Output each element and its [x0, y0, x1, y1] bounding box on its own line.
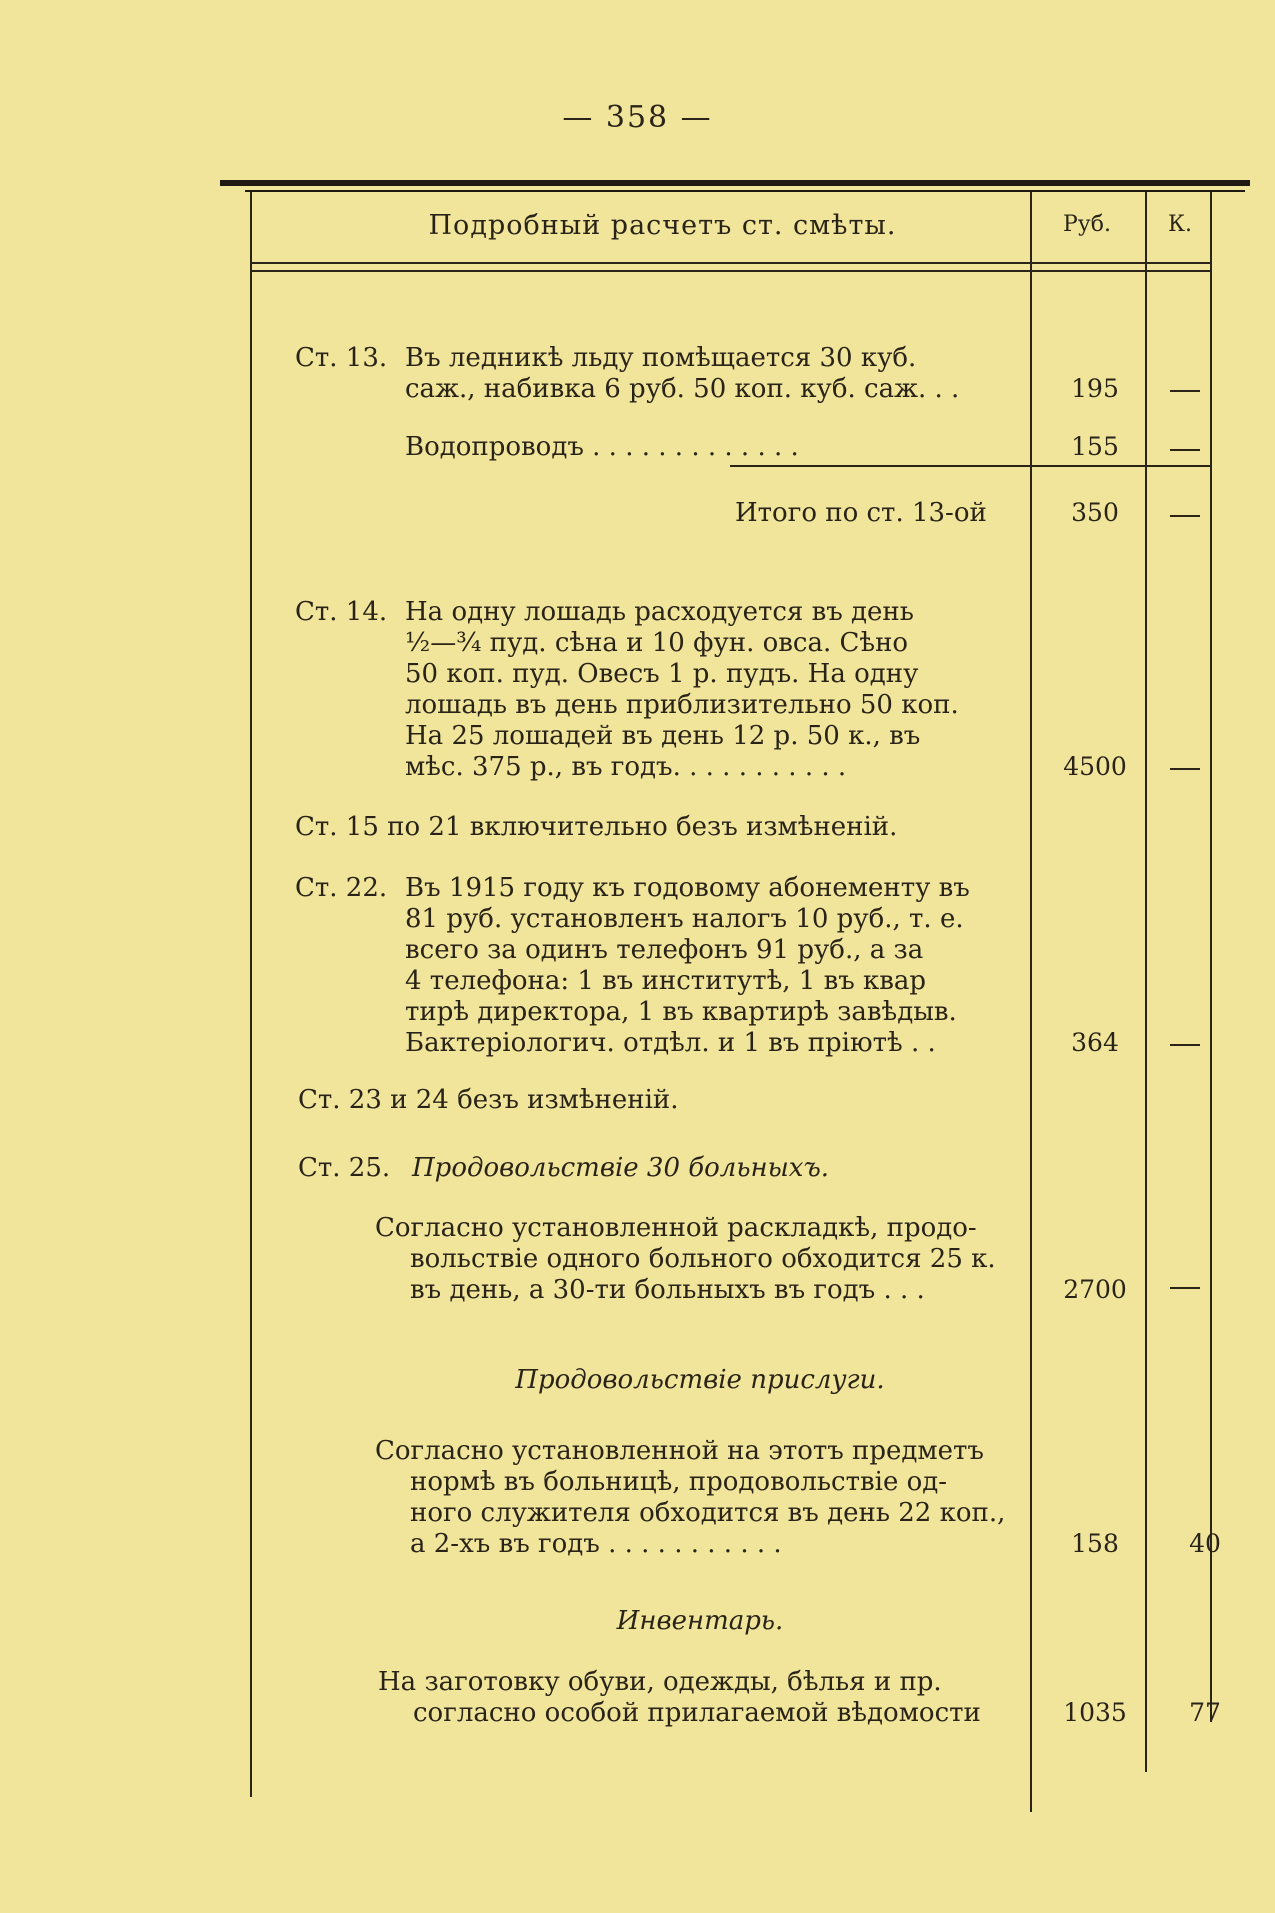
- st14-line6: мѣс. 375 р., въ годъ. . . . . . . . . . .: [405, 752, 847, 782]
- st25-title: Продовольствіе 30 больныхъ.: [412, 1153, 830, 1183]
- st22-amount: 364: [1071, 1028, 1119, 1057]
- st25-line3: въ день, а 30-ти больныхъ въ годъ . . .: [410, 1275, 925, 1305]
- st22-line4: 4 телефона: 1 въ институтѣ, 1 въ квар: [405, 966, 927, 996]
- vodoprovod-amount: 155: [1071, 432, 1119, 461]
- st14-line1: На одну лошадь расходуется въ день: [405, 597, 914, 627]
- inventar-amount: 1035: [1063, 1698, 1127, 1727]
- st22-line6: Бактеріологич. отдѣл. и 1 въ пріютѣ . .: [405, 1028, 936, 1058]
- st22-kop-dash: [1170, 1044, 1200, 1046]
- st14-amount: 4500: [1063, 752, 1127, 781]
- subtotal-rule: [730, 465, 1210, 467]
- vodoprovod-line: Водопроводъ . . . . . . . . . . . . .: [405, 432, 799, 462]
- header-bottom-rule-2: [250, 270, 1210, 272]
- st25-line1: Согласно установленной раскладкѣ, продо-: [375, 1213, 977, 1243]
- st25-amount: 2700: [1063, 1275, 1127, 1304]
- header-rub: Руб.: [1063, 212, 1111, 237]
- header-kop: К.: [1167, 212, 1193, 237]
- left-border: [250, 192, 252, 1797]
- st23-24-line: Ст. 23 и 24 безъ измѣненій.: [298, 1085, 679, 1115]
- rub-column-left-border: [1030, 192, 1032, 1812]
- st22-label: Ст. 22.: [295, 873, 388, 903]
- st13-amount: 195: [1071, 374, 1119, 403]
- inventar-title: Инвентарь.: [616, 1606, 784, 1636]
- inventar-line2: согласно особой прилагаемой вѣдомости: [413, 1698, 981, 1728]
- prisluga-line3: ного служителя обходится въ день 22 коп.,: [410, 1498, 1006, 1528]
- prisluga-line1: Согласно установленной на этотъ предметъ: [375, 1436, 984, 1466]
- inventar-kop: 77: [1189, 1698, 1221, 1727]
- st22-line5: тирѣ директора, 1 въ квартирѣ завѣдыв.: [405, 997, 957, 1027]
- table-top-rule-thin: [245, 190, 1245, 192]
- table-top-rule: [220, 180, 1250, 186]
- st14-label: Ст. 14.: [295, 597, 388, 627]
- st13-line1: Въ ледникѣ льду помѣщается 30 куб.: [405, 343, 917, 373]
- st13-label: Ст. 13.: [295, 343, 388, 373]
- vodoprovod-kop-dash: [1170, 449, 1200, 451]
- page-number: — 358 —: [562, 100, 713, 135]
- prisluga-kop: 40: [1189, 1529, 1221, 1558]
- st25-line2: вольствіе одного больного обходится 25 к.: [410, 1244, 996, 1274]
- header-bottom-rule: [250, 262, 1210, 264]
- st14-line2: ½—¾ пуд. сѣна и 10 фун. овса. Сѣно: [405, 628, 909, 658]
- st22-line3: всего за одинъ телефонъ 91 руб., а за: [405, 935, 924, 965]
- prisluga-line2: нормѣ въ больницѣ, продовольствіе од-: [410, 1467, 948, 1497]
- st14-line3: 50 коп. пуд. Овесъ 1 р. пудъ. На одну: [405, 659, 919, 689]
- prisluga-line4: а 2-хъ въ годъ . . . . . . . . . . .: [410, 1529, 782, 1559]
- st14-line5: На 25 лошадей въ день 12 р. 50 к., въ: [405, 721, 921, 751]
- st22-line1: Въ 1915 году къ годовому абонементу въ: [405, 873, 970, 903]
- right-border: [1210, 192, 1212, 1722]
- header-title: Подробный расчетъ ст. смѣты.: [428, 210, 897, 241]
- st25-label: Ст. 25.: [298, 1153, 391, 1183]
- st22-line2: 81 руб. установленъ налогъ 10 руб., т. е.: [405, 904, 964, 934]
- prisluga-title: Продовольствіе прислуги.: [515, 1365, 885, 1395]
- st13-line2: саж., набивка 6 руб. 50 коп. куб. саж. . .: [405, 374, 960, 404]
- itogo13-kop-dash: [1170, 515, 1200, 517]
- st14-line4: лошадь въ день приблизительно 50 коп.: [405, 690, 959, 720]
- inventar-line1: На заготовку обуви, одежды, бѣлья и пр.: [378, 1667, 942, 1697]
- st25-kop-dash: [1170, 1287, 1200, 1289]
- st14-kop-dash: [1170, 768, 1200, 770]
- st13-kop-dash: [1170, 390, 1200, 392]
- itogo13-amount: 350: [1071, 498, 1119, 527]
- st15-21-line: Ст. 15 по 21 включительно безъ измѣненій.: [295, 812, 898, 842]
- itogo13-label: Итого по ст. 13-ой: [735, 498, 987, 528]
- prisluga-amount: 158: [1071, 1529, 1119, 1558]
